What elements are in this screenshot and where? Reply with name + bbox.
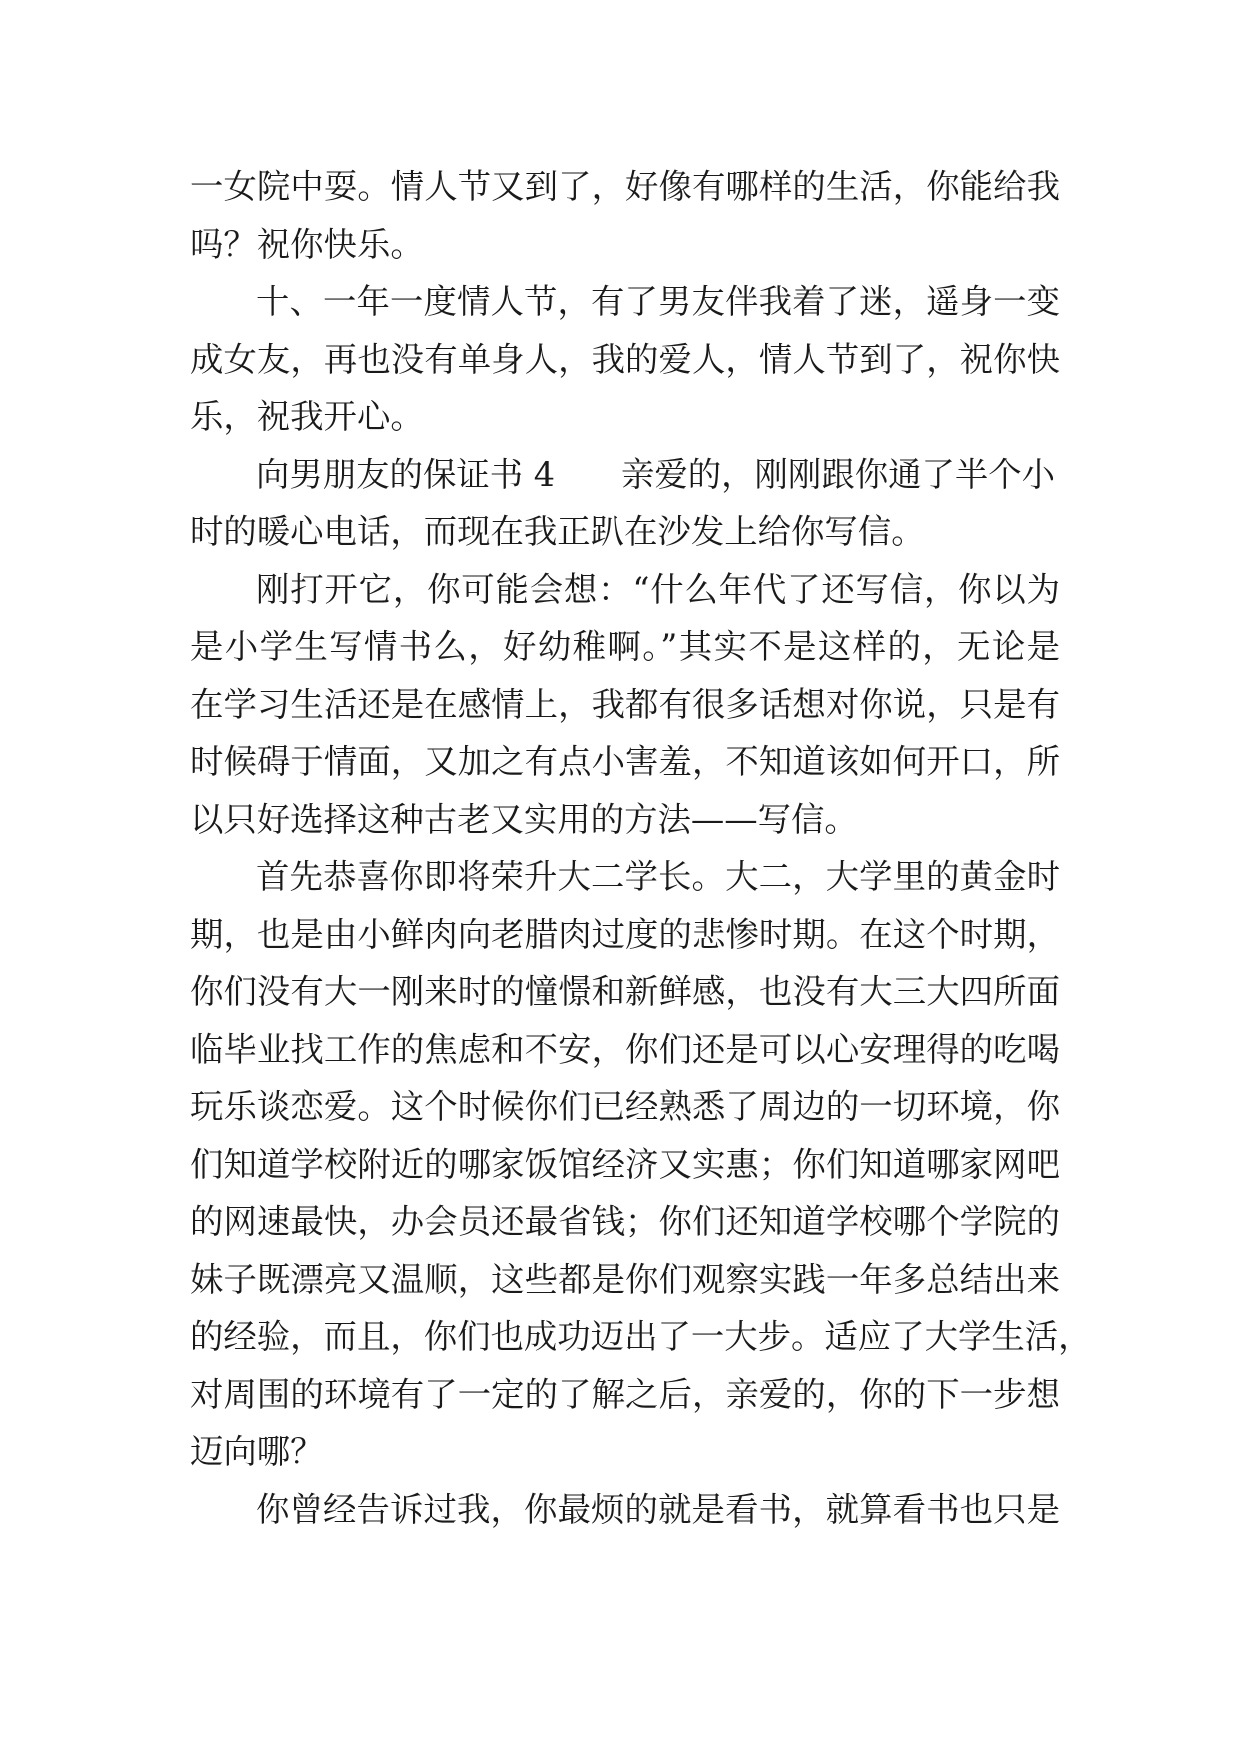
text-line: 乐，祝我开心。 bbox=[190, 397, 424, 436]
text-line: 是小学生写情书么，好幼稚啊。”其实不是这样的，无论是 bbox=[190, 627, 1060, 666]
text-line: 在学习生活还是在感情上，我都有很多话想对你说，只是有 bbox=[190, 684, 1060, 724]
text-line: 对周围的环境有了一定的了解之后，亲爱的，你的下一步想 bbox=[190, 1374, 1060, 1414]
section-heading-line bbox=[190, 446, 1060, 504]
text-line: 时候碍于情面，又加之有点小害羞，不知道该如何开口，所 bbox=[190, 742, 1060, 781]
text-line: 你们没有大一刚来时的憧憬和新鲜感，也没有大三大四所面 bbox=[190, 972, 1060, 1011]
text-line: 们知道学校附近的哪家饭馆经济又实惠；你们知道哪家网吧 bbox=[190, 1144, 1060, 1184]
text-line: 的经验，而且，你们也成功迈出了一大步。适应了大学生活， bbox=[190, 1317, 1092, 1356]
text-line: 期，也是由小鲜肉向老腊肉过度的悲惨时期。在这个时期， bbox=[190, 914, 1060, 954]
heading-trailing-text: 亲爱的，刚刚跟你通了半个小 bbox=[620, 454, 1056, 494]
text-line: 的网速最快，办会员还最省钱；你们还知道学校哪个学院的 bbox=[190, 1202, 1060, 1241]
paragraph-start-line: 首先恭喜你即将荣升大二学长。大二，大学里的黄金时 bbox=[256, 857, 1060, 896]
text-line: 迈向哪？ bbox=[190, 1432, 324, 1471]
text-line: 时的暖心电话，而现在我正趴在沙发上给你写信。 bbox=[190, 512, 925, 551]
paragraph-start-line: 十、一年一度情人节，有了男友伴我着了迷，遥身一变 bbox=[256, 282, 1060, 321]
text-line: 临毕业找工作的焦虑和不安，你们还是可以心安理得的吃喝 bbox=[190, 1029, 1060, 1069]
text-line: 妹子既漂亮又温顺，这些都是你们观察实践一年多总结出来 bbox=[190, 1259, 1060, 1299]
document-body bbox=[190, 158, 1092, 1538]
paragraph-start-line: 你曾经告诉过我，你最烦的就是看书，就算看书也只是 bbox=[256, 1489, 1060, 1529]
text-line: 以只好选择这种古老又实用的方法——写信。 bbox=[190, 799, 858, 839]
text-line: 吗？祝你快乐。 bbox=[190, 224, 424, 264]
text-line: 玩乐谈恋爱。这个时候你们已经熟悉了周边的一切环境，你 bbox=[190, 1087, 1060, 1126]
paragraph-start-line: 刚打开它，你可能会想：“什么年代了还写信，你以为 bbox=[256, 569, 1060, 609]
text-line: 一女院中耍。情人节又到了，好像有哪样的生活，你能给我 bbox=[190, 167, 1060, 206]
text-line: 成女友，再也没有单身人，我的爱人，情人节到了，祝你快 bbox=[190, 339, 1060, 379]
section-heading: 向男朋友的保证书 4 bbox=[256, 454, 555, 494]
